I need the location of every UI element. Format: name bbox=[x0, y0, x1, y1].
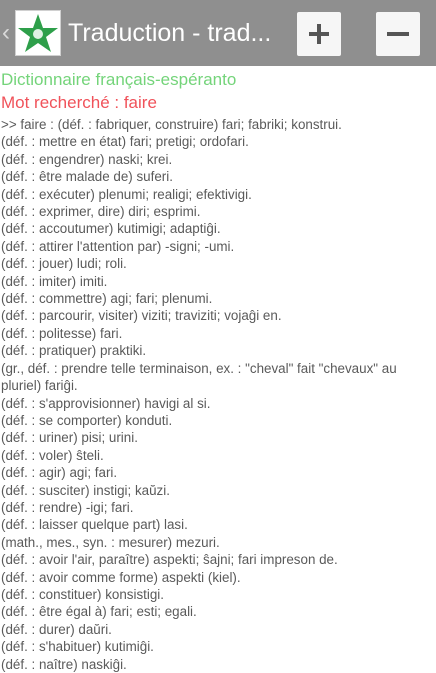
chevron-left-icon[interactable]: ‹ bbox=[2, 19, 10, 46]
list-item: (déf. : engendrer) naski; krei. bbox=[1, 151, 173, 167]
list-item: (déf. : imiter) imiti. bbox=[1, 273, 108, 289]
list-item: (déf. : attirer l'attention par) -signi; -umi. bbox=[1, 238, 235, 254]
list-item: (déf. : susciter) instigi; kaŭzi. bbox=[1, 482, 170, 498]
list-item: (déf. : être égal à) fari; esti; egali. bbox=[1, 604, 197, 620]
list-item: (déf. : laisser quelque part) lasi. bbox=[1, 517, 188, 533]
list-item: (déf. : s'habituer) kutimiĝi. bbox=[1, 639, 154, 655]
page-title: Traduction - trad... bbox=[68, 19, 272, 47]
list-item: (gr., déf. : prendre telle terminaison, ex. : "cheval" fait "chevaux" au pluriel) fariĝi. bbox=[1, 360, 397, 394]
list-item: (déf. : s'approvisionner) havigi al si. bbox=[1, 395, 211, 411]
list-item: (déf. : durer) daŭri. bbox=[1, 621, 112, 637]
list-item: (déf. : exécuter) plenumi; realigi; efektivigi. bbox=[1, 186, 252, 202]
list-item: (déf. : pratiquer) praktiki. bbox=[1, 343, 147, 359]
dictionary-title: Dictionnaire français-espéranto bbox=[1, 70, 237, 89]
list-item: (déf. : exprimer, dire) diri; esprimi. bbox=[1, 204, 201, 220]
list-item: (math., mes., syn. : mesurer) mezuri. bbox=[1, 534, 220, 550]
action-bar bbox=[0, 0, 436, 66]
list-item: (déf. : accoutumer) kutimigi; adaptiĝi. bbox=[1, 221, 221, 237]
list-item: >> faire : (déf. : fabriquer, construire) fari; fabriki; konstrui. bbox=[1, 117, 342, 132]
list-item: (déf. : politesse) fari. bbox=[1, 325, 123, 341]
list-item: (déf. : constituer) konsistigi. bbox=[1, 586, 164, 602]
list-item: (déf. : uriner) pisi; urini. bbox=[1, 430, 138, 446]
esperanto-star-icon[interactable] bbox=[15, 10, 61, 56]
list-item: (déf. : jouer) ludi; roli. bbox=[1, 256, 127, 272]
list-item: (déf. : parcourir, visiter) viziti; traviziti; vojaĝi en. bbox=[1, 308, 282, 324]
zoom-out-button[interactable] bbox=[376, 12, 420, 56]
list-item: (déf. : avoir comme forme) aspekti (kiel). bbox=[1, 569, 241, 585]
list-item: (déf. : naître) naskiĝi. bbox=[1, 656, 127, 672]
list-item: (déf. : voler) ŝteli. bbox=[1, 447, 104, 463]
list-item: (déf. : être malade de) suferi. bbox=[1, 169, 173, 185]
entry-list bbox=[1, 116, 436, 673]
list-item: (déf. : avoir l'air, paraître) aspekti; ŝajni; fari impreson de. bbox=[1, 552, 338, 568]
list-item: (déf. : se comporter) konduti. bbox=[1, 412, 173, 428]
list-item: (déf. : mettre en état) fari; pretigi; ordofari. bbox=[1, 134, 249, 150]
zoom-in-button[interactable] bbox=[297, 12, 341, 56]
searched-word: Mot recherché : faire bbox=[1, 93, 157, 112]
list-item: (déf. : agir) agi; fari. bbox=[1, 465, 118, 481]
list-item: (déf. : commettre) agi; fari; plenumi. bbox=[1, 291, 213, 307]
list-item: (déf. : rendre) -igi; fari. bbox=[1, 499, 134, 515]
translation-content[interactable] bbox=[0, 66, 436, 672]
plus-icon bbox=[308, 23, 330, 45]
minus-icon bbox=[386, 23, 410, 45]
